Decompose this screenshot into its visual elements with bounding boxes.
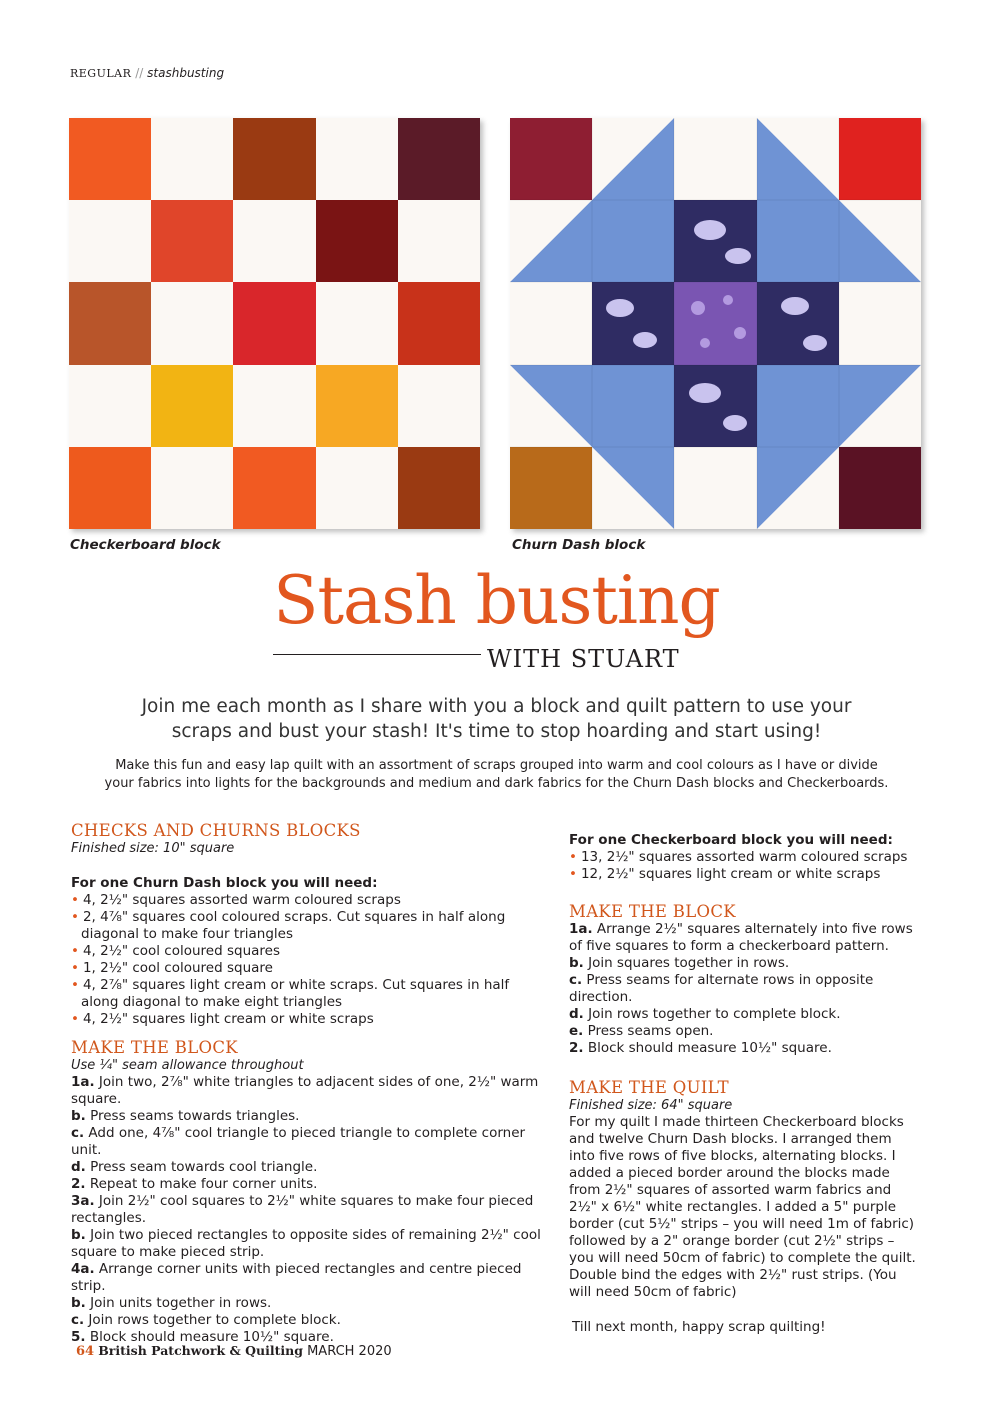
instruction-step — [71, 1108, 551, 1125]
step-text: Repeat to make four corner units. — [85, 1176, 318, 1192]
step-text: Press seams for alternate rows in opposite direction. — [569, 972, 874, 1005]
instruction-step — [569, 1023, 929, 1040]
list-item: • 13, 2½" squares assorted warm coloured scraps — [569, 849, 929, 866]
step-text: Press seam towards cool triangle. — [85, 1159, 318, 1175]
step-label: b. — [569, 955, 584, 971]
instruction-step — [71, 1193, 551, 1227]
make-checkerboard-heading: MAKE THE BLOCK — [569, 902, 736, 921]
step-label: 2. — [569, 1040, 584, 1056]
cream-square — [151, 282, 233, 364]
step-label: 4a. — [71, 1261, 95, 1277]
step-text: Join 2½" cool squares to 2½" white squares to make four pieced rectangles. — [71, 1193, 534, 1226]
checkerboard-requirements-heading: For one Checkerboard block you will need: — [569, 832, 893, 848]
section-separator: // — [135, 66, 144, 80]
step-text: Join two, 2⅞" white triangles to adjacent sides of one, 2½" warm square. — [71, 1074, 539, 1107]
quilt-finished-size: Finished size: 64" square — [569, 1098, 733, 1113]
step-text: Join squares together in rows. — [583, 955, 790, 971]
checkerboard-steps — [569, 921, 929, 1057]
step-label: 5. — [71, 1329, 86, 1345]
cream-square — [316, 447, 398, 529]
cream-square — [233, 200, 315, 282]
cream-square — [398, 365, 480, 447]
list-item: • 4, 2⅞" squares light cream or white scraps. Cut squares in half along diagonal to make eight triangles — [71, 977, 541, 1011]
checkerboard-requirements-list — [569, 849, 929, 883]
warm-square — [233, 118, 315, 200]
instruction-step — [569, 1006, 929, 1023]
cream-square — [151, 118, 233, 200]
intro-lead-line: Join me each month as I share with you a block and quilt pattern to use your — [141, 696, 852, 717]
step-label: 1a. — [569, 921, 593, 937]
step-label: 3a. — [71, 1193, 95, 1209]
list-item: • 4, 2½" cool coloured squares — [71, 943, 541, 960]
seam-allowance-note: Use ¼" seam allowance throughout — [71, 1058, 304, 1073]
subsection-label: stashbusting — [147, 66, 225, 80]
instruction-step — [71, 1159, 551, 1176]
step-label: c. — [71, 1312, 85, 1328]
list-item: • 4, 2½" squares light cream or white scraps — [71, 1011, 541, 1028]
churn-dash-block-image — [510, 118, 921, 529]
warm-square — [233, 447, 315, 529]
instruction-step — [569, 955, 929, 972]
make-block-heading: MAKE THE BLOCK — [71, 1038, 238, 1057]
step-label: d. — [569, 1006, 584, 1022]
page-footer — [76, 1343, 392, 1359]
churn-dash-requirements-list — [71, 892, 541, 1028]
checkerboard-block-image — [69, 118, 480, 529]
list-item: • 2, 4⅞" squares cool coloured scraps. Cut squares in half along diagonal to make four triangles — [71, 909, 541, 943]
instruction-step — [71, 1074, 551, 1108]
intro-body-line: your fabrics into lights for the backgrounds and medium and dark fabrics for the Churn Dash blocks and Checkerboards. — [104, 776, 889, 791]
checkerboard-caption: Checkerboard block — [70, 537, 221, 553]
blocks-finished-size: Finished size: 10" square — [71, 841, 235, 856]
right-column — [569, 832, 929, 1336]
step-label: 1a. — [71, 1074, 95, 1090]
step-text: Block should measure 10½" square. — [583, 1040, 832, 1056]
warm-square — [398, 118, 480, 200]
step-text: Join rows together to complete block. — [84, 1312, 341, 1328]
list-item: • 12, 2½" squares light cream or white scraps — [569, 866, 929, 883]
cream-square — [233, 365, 315, 447]
step-text: Arrange 2½" squares alternately into five rows of five squares to form a checkerboard pattern. — [569, 921, 913, 954]
warm-square — [233, 282, 315, 364]
cream-square — [69, 200, 151, 282]
cream-square — [316, 282, 398, 364]
instruction-step — [71, 1295, 551, 1312]
step-label: b. — [71, 1227, 86, 1243]
instruction-step — [569, 972, 929, 1006]
instruction-step — [71, 1312, 551, 1329]
instruction-step — [71, 1227, 551, 1261]
list-item: • 1, 2½" cool coloured square — [71, 960, 541, 977]
left-column — [71, 822, 551, 1346]
blocks-heading: CHECKS AND CHURNS BLOCKS — [71, 821, 361, 840]
warm-square — [151, 200, 233, 282]
quilt-instructions: For my quilt I made thirteen Checkerboard blocks and twelve Churn Dash blocks. I arranged them into five rows of five blocks, alternating blocks. I added a pieced border around the blocks made from 2½" squares of assorted warm fabrics and 2½" x 6½" white rectangles. I added a 5" purple border (cut 5½" strips – you will need 1m of fabric) followed by a 2" orange border (cut 2½" strips – you will need 50cm of fabric) to complete the quilt. Double bind the edges with 2½" rust strips. (You will need 50cm of fabric) — [569, 1114, 916, 1300]
intro-body-line: Make this fun and easy lap quilt with an assortment of scraps grouped into warm and cool colours as I have or divide — [115, 758, 878, 773]
page-number: 64 — [76, 1344, 95, 1359]
step-text: Arrange corner units with pieced rectangles and centre pieced strip. — [71, 1261, 522, 1294]
intro-lead — [0, 694, 993, 744]
step-label: e. — [569, 1023, 584, 1039]
title-divider — [273, 654, 481, 655]
step-text: Join two pieced rectangles to opposite sides of remaining 2½" cool square to make pieced strip. — [71, 1227, 541, 1260]
issue-date: MARCH 2020 — [307, 1344, 392, 1359]
churn-dash-caption: Churn Dash block — [512, 537, 646, 553]
warm-square — [69, 118, 151, 200]
step-text: Join rows together to complete block. — [583, 1006, 841, 1022]
step-label: 2. — [71, 1176, 86, 1192]
list-item: • 4, 2½" squares assorted warm coloured scraps — [71, 892, 541, 909]
warm-square — [316, 365, 398, 447]
churn-dash-steps — [71, 1074, 551, 1346]
page-title: Stash busting — [273, 562, 720, 639]
warm-square — [398, 447, 480, 529]
warm-square — [316, 200, 398, 282]
step-label: b. — [71, 1295, 86, 1311]
step-label: b. — [71, 1108, 86, 1124]
sign-off: Till next month, happy scrap quilting! — [572, 1319, 826, 1335]
section-label: REGULAR — [70, 67, 132, 80]
step-text: Join units together in rows. — [85, 1295, 272, 1311]
instruction-step — [569, 921, 929, 955]
cream-square — [151, 447, 233, 529]
step-label: d. — [71, 1159, 86, 1175]
page-subtitle: WITH STUART — [487, 645, 680, 673]
step-label: c. — [71, 1125, 85, 1141]
cream-square — [69, 365, 151, 447]
warm-square — [69, 282, 151, 364]
step-text: Press seams open. — [583, 1023, 714, 1039]
instruction-step — [71, 1176, 551, 1193]
churn-dash-requirements-heading: For one Churn Dash block you will need: — [71, 875, 378, 891]
warm-square — [69, 447, 151, 529]
intro-body — [80, 757, 913, 793]
step-text: Press seams towards triangles. — [85, 1108, 300, 1124]
magazine-name: British Patchwork & Quilting — [98, 1343, 303, 1358]
step-text: Block should measure 10½" square. — [85, 1329, 334, 1345]
instruction-step — [569, 1040, 929, 1057]
instruction-step — [71, 1125, 551, 1159]
warm-square — [151, 365, 233, 447]
cream-square — [398, 200, 480, 282]
step-text: Add one, 4⅞" cool triangle to pieced triangle to complete corner unit. — [71, 1125, 526, 1158]
cream-square — [316, 118, 398, 200]
step-label: c. — [569, 972, 583, 988]
section-tag — [70, 66, 224, 80]
intro-lead-line: scraps and bust your stash! It's time to stop hoarding and start using! — [171, 721, 822, 742]
make-quilt-heading: MAKE THE QUILT — [569, 1078, 729, 1097]
churn-dash-illustration — [510, 118, 921, 529]
instruction-step — [71, 1261, 551, 1295]
warm-square — [398, 282, 480, 364]
